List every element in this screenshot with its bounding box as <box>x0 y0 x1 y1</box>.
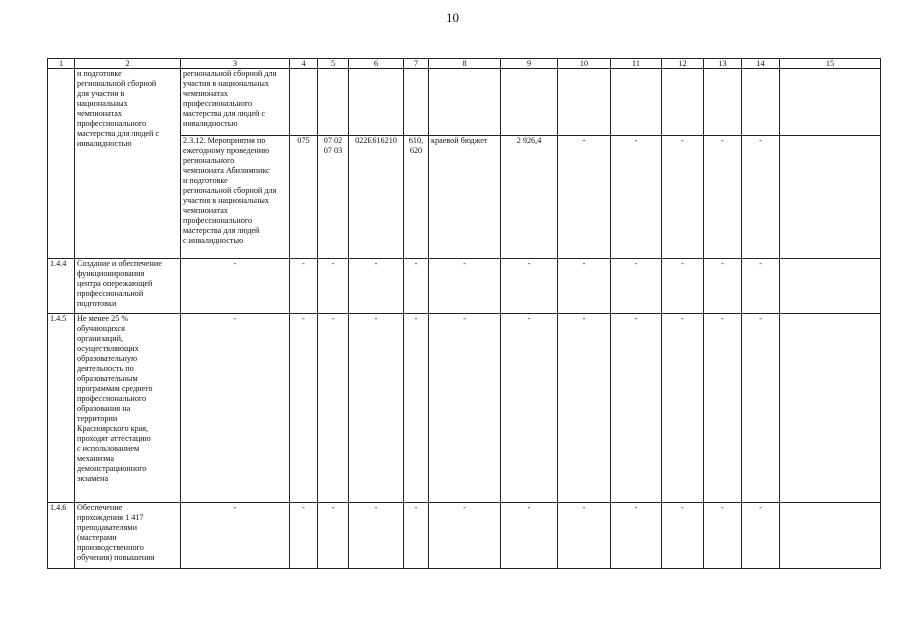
cell-11: - <box>611 314 662 503</box>
table-row <box>48 503 881 569</box>
cell-expense-type: - <box>404 503 429 569</box>
cell-kbk-ministry <box>290 69 318 136</box>
cell-15 <box>780 69 881 136</box>
cell-14: - <box>742 314 780 503</box>
cell-15 <box>780 503 881 569</box>
cell-expense-type: - <box>404 314 429 503</box>
cell-11: - <box>611 503 662 569</box>
cell-kbk-ministry: 075 <box>290 136 318 259</box>
table-row <box>48 69 881 136</box>
cell-source: краевой бюджет <box>429 136 501 259</box>
row-id: 1.4.4 <box>48 259 75 314</box>
col-header-4: 4 <box>290 59 318 69</box>
col-header-2: 2 <box>75 59 181 69</box>
col-header-5: 5 <box>318 59 349 69</box>
col-header-10: 10 <box>558 59 611 69</box>
row-measure: - <box>181 503 290 569</box>
col-header-14: 14 <box>742 59 780 69</box>
cell-target-article: - <box>349 314 404 503</box>
table-row <box>48 259 881 314</box>
cell-source: - <box>429 314 501 503</box>
col-header-11: 11 <box>611 59 662 69</box>
cell-12: - <box>662 314 704 503</box>
cell-14: - <box>742 259 780 314</box>
cell-11 <box>611 69 662 136</box>
cell-15 <box>780 136 881 259</box>
cell-amount: - <box>501 314 558 503</box>
cell-expense-type <box>404 69 429 136</box>
cell-15 <box>780 314 881 503</box>
cell-source: - <box>429 503 501 569</box>
cell-section: 07 02 07 03 <box>318 136 349 259</box>
col-header-9: 9 <box>501 59 558 69</box>
col-header-13: 13 <box>704 59 742 69</box>
cell-12: - <box>662 136 704 259</box>
cell-source: - <box>429 259 501 314</box>
cell-12 <box>662 69 704 136</box>
cell-section: - <box>318 259 349 314</box>
cell-10 <box>558 69 611 136</box>
cell-10: - <box>558 259 611 314</box>
row-name: и подготовке региональной сборной для участия в национальных чемпионатах профессионального мастерства для людей с инвалидностью <box>75 69 181 259</box>
col-header-8: 8 <box>429 59 501 69</box>
cell-13: - <box>704 259 742 314</box>
cell-14 <box>742 69 780 136</box>
cell-target-article: 022E616210 <box>349 136 404 259</box>
cell-amount: - <box>501 259 558 314</box>
cell-expense-type: - <box>404 259 429 314</box>
cell-amount: - <box>501 503 558 569</box>
cell-source <box>429 69 501 136</box>
cell-section: - <box>318 503 349 569</box>
row-name: Обеспечение прохождения 1 417 преподавателями (мастерами производственного обучения) повышения <box>75 503 181 569</box>
cell-13 <box>704 69 742 136</box>
col-header-12: 12 <box>662 59 704 69</box>
row-measure: региональной сборной для участия в национальных чемпионатах профессионального мастерства для людей с инвалидностью <box>181 69 290 136</box>
col-header-6: 6 <box>349 59 404 69</box>
row-id: 1.4.6 <box>48 503 75 569</box>
col-header-1: 1 <box>48 59 75 69</box>
cell-15 <box>780 259 881 314</box>
cell-kbk-ministry: - <box>290 259 318 314</box>
row-name: Создание и обеспечение функционирования центра опережающей профессиональной подготовки <box>75 259 181 314</box>
col-header-3: 3 <box>181 59 290 69</box>
cell-14: - <box>742 503 780 569</box>
cell-kbk-ministry: - <box>290 314 318 503</box>
row-name: Не менее 25 % обучающихся организаций, осуществляющих образовательную деятельность по образовательным программам среднего профессионального образования на территории Красноярского края, проходят аттестацию с использованием механизма демонстрационного экзамена <box>75 314 181 503</box>
cell-amount: 2 926,4 <box>501 136 558 259</box>
row-id: 1.4.5 <box>48 314 75 503</box>
cell-target-article: - <box>349 259 404 314</box>
row-measure: 2.3.12. Мероприятия по ежегодному проведению регионального чемпионата Абилимпикс и подготовке региональной сборной для участия в национальных чемпионатах профессионального мастерства для людей с инвалидностью <box>181 136 290 259</box>
col-header-7: 7 <box>404 59 429 69</box>
cell-10: - <box>558 503 611 569</box>
cell-amount <box>501 69 558 136</box>
cell-12: - <box>662 259 704 314</box>
cell-10: - <box>558 314 611 503</box>
cell-section <box>318 69 349 136</box>
row-measure: - <box>181 314 290 503</box>
page-number: 10 <box>446 10 459 25</box>
cell-11: - <box>611 136 662 259</box>
cell-12: - <box>662 503 704 569</box>
row-measure: - <box>181 259 290 314</box>
cell-10: - <box>558 136 611 259</box>
cell-13: - <box>704 136 742 259</box>
cell-section: - <box>318 314 349 503</box>
table-row <box>48 314 881 503</box>
cell-14: - <box>742 136 780 259</box>
cell-expense-type: 610, 620 <box>404 136 429 259</box>
cell-13: - <box>704 314 742 503</box>
cell-target-article: - <box>349 503 404 569</box>
budget-table <box>47 58 881 569</box>
row-id <box>48 69 75 259</box>
col-header-15: 15 <box>780 59 881 69</box>
cell-11: - <box>611 259 662 314</box>
cell-13: - <box>704 503 742 569</box>
cell-target-article <box>349 69 404 136</box>
column-numbers-row <box>48 59 881 69</box>
cell-kbk-ministry: - <box>290 503 318 569</box>
